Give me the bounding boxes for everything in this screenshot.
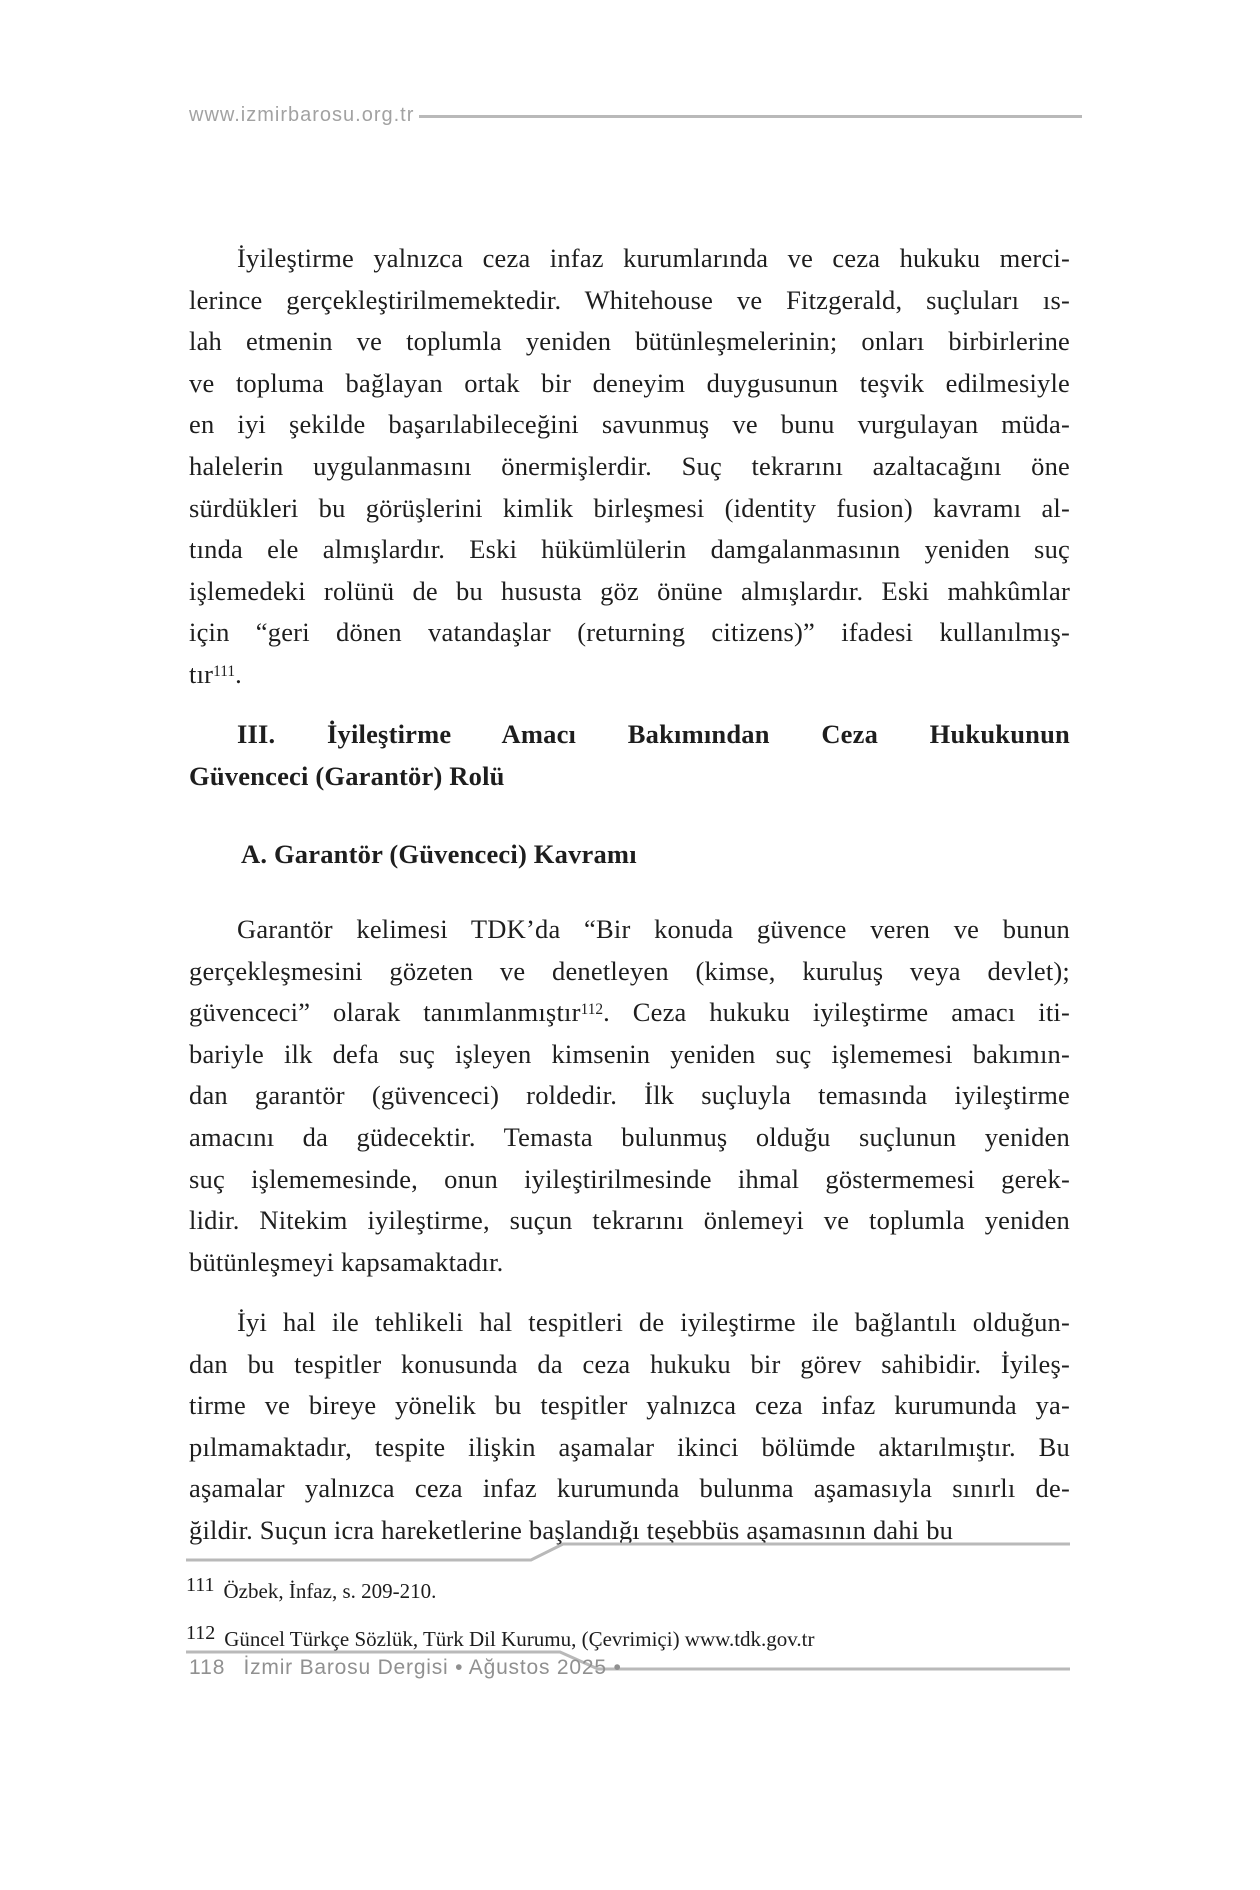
subsection-heading [189,834,1070,876]
text-line: ğildir. Suçun icra hareketlerine başlandığı teşebbüs aşamasının dahi bu [189,1514,954,1545]
text-line: en iyi şekilde başarılabileceğini savunmuş ve bunu vurgulayan müda- [189,409,1070,440]
footnote-text: Özbek, İnfaz, s. 209-210. [223,1579,437,1603]
footnote-reference: 111 [213,662,236,680]
footnote-number: 112 [186,1622,216,1644]
text-line: İyileştirme yalnızca ceza infaz kurumlarında ve ceza hukuku merci- [237,243,1070,273]
text-line: Garantör kelimesi TDK’da “Bir konuda güvence veren ve bunun [237,914,1070,944]
text-line: ve topluma bağlayan ortak bir deneyim duygusunun teşvik edilmesiyle [189,367,1070,398]
footnote-reference: 112 [580,1000,604,1018]
header-rule-line [419,115,1082,118]
text-line: İyi hal ile tehlikeli hal tespitleri de iyileştirme ile bağlantılı olduğun- [237,1307,1070,1337]
text-line: tında ele almışlardır. Eski hükümlülerin damgalanmasının yeniden suç [189,534,1070,565]
subsection-heading-text: A. Garantör (Güvenceci) Kavramı [241,839,637,869]
text-line: dan garantör (güvenceci) roldedir. İlk suçluyla temasında iyileştirme [189,1080,1070,1111]
text-line: tirme ve bireye yönelik bu tespitler yalnızca ceza infaz kurumunda ya- [189,1390,1070,1421]
text-line: işlemedeki rolünü de bu hususta göz önüne almışlardır. Eski mahkûmlar [189,575,1070,606]
page-footer [189,1656,622,1680]
text-line: halelerin uygulanmasını önermişlerdir. Suç tekrarını azaltacağını öne [189,450,1070,481]
text-line: III. İyileştirme Amacı Bakımından Ceza Hukukunun [237,719,1070,749]
text-line: aşamalar yalnızca ceza infaz kurumunda bulunma aşamasıyla sınırlı de- [189,1473,1070,1504]
footnote-text: Güncel Türkçe Sözlük, Türk Dil Kurumu, (Çevrimiçi) www.tdk.gov.tr [224,1627,815,1651]
section-heading [189,714,1070,797]
footer-journal-title: İzmir Barosu Dergisi • Ağustos 2025 • [243,1656,622,1679]
text-line: gerçekleşmesini gözeten ve denetleyen (kimse, kuruluş veya devlet); [189,955,1070,986]
paragraph-garantor [189,909,1070,1283]
paragraph-intro [189,238,1070,696]
text-line: lidir. Nitekim iyileştirme, suçun tekrarını önlemeyi ve toplumla yeniden [189,1205,1070,1236]
text-line: pılmamaktadır, tespite ilişkin aşamalar ikinci bölümde aktarılmıştır. Bu [189,1431,1070,1462]
text-line: bütünleşmeyi kapsamaktadır. [189,1246,504,1277]
text-line: Güvenceci (Garantör) Rolü [189,760,505,791]
text-line: tır$^{111}$. [189,658,242,689]
text-line: lah etmenin ve toplumla yeniden bütünleşmelerinin; onları birbirlerine [189,326,1070,357]
page-header [189,104,1082,127]
header-website-url: www.izmirbarosu.org.tr [189,104,415,126]
text-line: suç işlememesinde, onun iyileştirilmesinde ihmal göstermemesi gerek- [189,1163,1070,1194]
text-line: için “geri dönen vatandaşlar (returning citizens)” ifadesi kullanılmış- [189,617,1070,648]
footnote-number: 111 [186,1574,215,1596]
footnote [186,1576,1070,1607]
footer-page-number: 118 [189,1656,226,1679]
text-line: dan bu tespitler konusunda da ceza hukuku bir görev sahibidir. İyileş- [189,1348,1070,1379]
text-line: sürdükleri bu görüşlerini kimlik birleşmesi (identity fusion) kavramı al- [189,492,1070,523]
footnote [186,1624,1070,1655]
text-line: lerince gerçekleştirilmemektedir. Whitehouse ve Fitzgerald, suçluları ıs- [189,284,1070,315]
text-line: güvenceci” olarak tanımlanmıştır$^{112}$. Ceza hukuku iyileştirme amacı iti- [189,997,1070,1028]
text-line: bariyle ilk defa suç işleyen kimsenin yeniden suç işlememesi bakımın- [189,1038,1070,1069]
text-line: amacını da güdecektir. Temasta bulunmuş olduğu suçlunun yeniden [189,1121,1070,1152]
paragraph-tespit [189,1302,1070,1552]
